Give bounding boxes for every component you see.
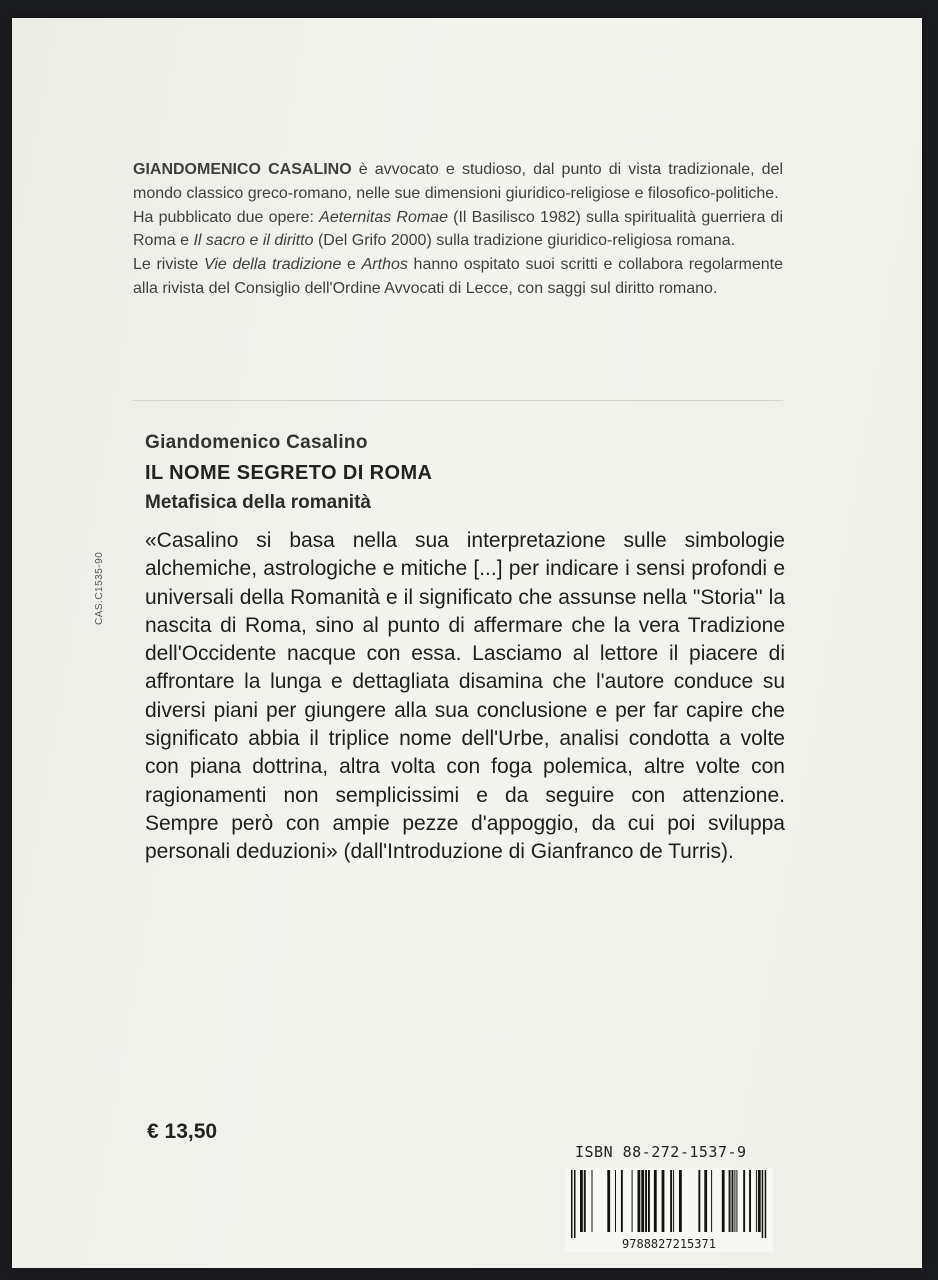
- barcode-bar: [734, 1170, 735, 1232]
- bio-paragraph-3: [133, 253, 783, 301]
- barcode-bar: [729, 1170, 731, 1232]
- barcode-bar: [638, 1170, 641, 1232]
- barcode-bar: [584, 1170, 586, 1232]
- bio-text-3c: hanno ospitato suoi scritti e collabora regolarmente alla rivista del Consiglio dell'Ordine Avvocati di Lecce, con saggi sul diritto romano.: [133, 256, 783, 297]
- barcode-bar: [743, 1170, 745, 1232]
- bio-text-2b: (Il Basilisco 1982) sulla spiritualità guerriera di Roma e: [133, 208, 784, 250]
- barcode-bar: [732, 1170, 734, 1232]
- bio-text-3a: Le riviste: [133, 256, 204, 274]
- barcode-bar: [574, 1170, 576, 1238]
- barcode-bar: [749, 1170, 751, 1232]
- bio-work-1: Aeternitas Romae: [319, 208, 448, 226]
- book-author: Giandomenico Casalino: [145, 432, 368, 453]
- barcode-bar: [762, 1170, 764, 1238]
- author-bio: [133, 158, 783, 301]
- book-subtitle: Metafisica della romanità: [145, 492, 371, 513]
- bio-text-1: è avvocato e studioso, dal punto di vista tradizionale, del mondo classico greco-romano, nelle sue dimensioni giuridico-religiose e filosofico-politiche.: [133, 161, 784, 202]
- barcode-bar: [765, 1170, 767, 1238]
- barcode-bar: [621, 1170, 623, 1232]
- barcode-bar: [654, 1170, 657, 1232]
- isbn-number: ISBN 88-272-1537-9: [575, 1143, 747, 1161]
- barcode-bar: [679, 1170, 682, 1232]
- bio-paragraph-1: [133, 158, 783, 206]
- barcode-bar: [673, 1170, 674, 1232]
- bio-text-2a: Ha pubblicato due opere:: [133, 208, 320, 226]
- barcode-bar: [758, 1170, 761, 1232]
- barcode-bar: [571, 1170, 573, 1238]
- blurb-quote: «Casalino si basa nella sua interpretazione sulle simbologie alchemiche, astrologiche e mitiche [...] per indicare i sensi profondi e universali della Romanità e il significato che assunse nella "Storia" la nascita di Roma, sino al punto di affermare che la vera Tradizione dell'Occidente nacque con essa. Lasciamo al lettore il piacere di affrontare la lunga e dettagliata disamina che l'autore conduce su diversi piani per giungere alla sua conclusione e per far capire che significato abbia il triplice nome dell'Urbe, analisi condotta a volte con piana dottrina, altra volta con foga polemica, altre volte con ragionamenti non semplicissimi e da seguire con attenzione. Sempre però con ampie pezze d'appoggio, da cui poi sviluppa personali deduzioni» (dall'Introduzione di Gianfranco de Turris).: [145, 529, 785, 864]
- barcode-bar: [698, 1170, 700, 1232]
- barcode-bar: [580, 1170, 583, 1232]
- barcode-bar: [592, 1170, 593, 1232]
- bio-work-2: Il sacro e il diritto: [193, 232, 314, 250]
- barcode-bar: [736, 1170, 737, 1232]
- side-code: CAS.C1535-90: [94, 551, 105, 625]
- barcode-bar: [607, 1170, 610, 1232]
- bio-author-name: GIANDOMENICO CASALINO: [133, 161, 352, 178]
- divider: [133, 400, 783, 401]
- bio-journal-1: Vie della tradizione: [203, 256, 342, 274]
- barcode-bar: [722, 1170, 725, 1232]
- barcode-bar: [662, 1170, 665, 1232]
- barcode: [565, 1168, 773, 1252]
- barcode-bar: [648, 1170, 650, 1232]
- barcode-bar: [645, 1170, 647, 1232]
- bio-text-2c: (Del Grifo 2000) sulla tradizione giuridico-religiosa romana.: [313, 232, 736, 250]
- barcode-bar: [632, 1170, 633, 1232]
- barcode-bar: [711, 1170, 712, 1232]
- barcode-bar: [670, 1170, 672, 1232]
- bio-journal-2: Arthos: [361, 256, 408, 274]
- book-title: IL NOME SEGRETO DI ROMA: [145, 462, 433, 484]
- price: € 13,50: [147, 1120, 218, 1143]
- barcode-bar: [641, 1170, 644, 1232]
- barcode-digits: 9788827215371: [622, 1237, 716, 1251]
- barcode-bar: [615, 1170, 616, 1232]
- bio-text-3b: e: [341, 256, 362, 274]
- barcode-bar: [756, 1170, 757, 1232]
- barcode-bar: [704, 1170, 707, 1232]
- bio-paragraph-2: [133, 206, 783, 254]
